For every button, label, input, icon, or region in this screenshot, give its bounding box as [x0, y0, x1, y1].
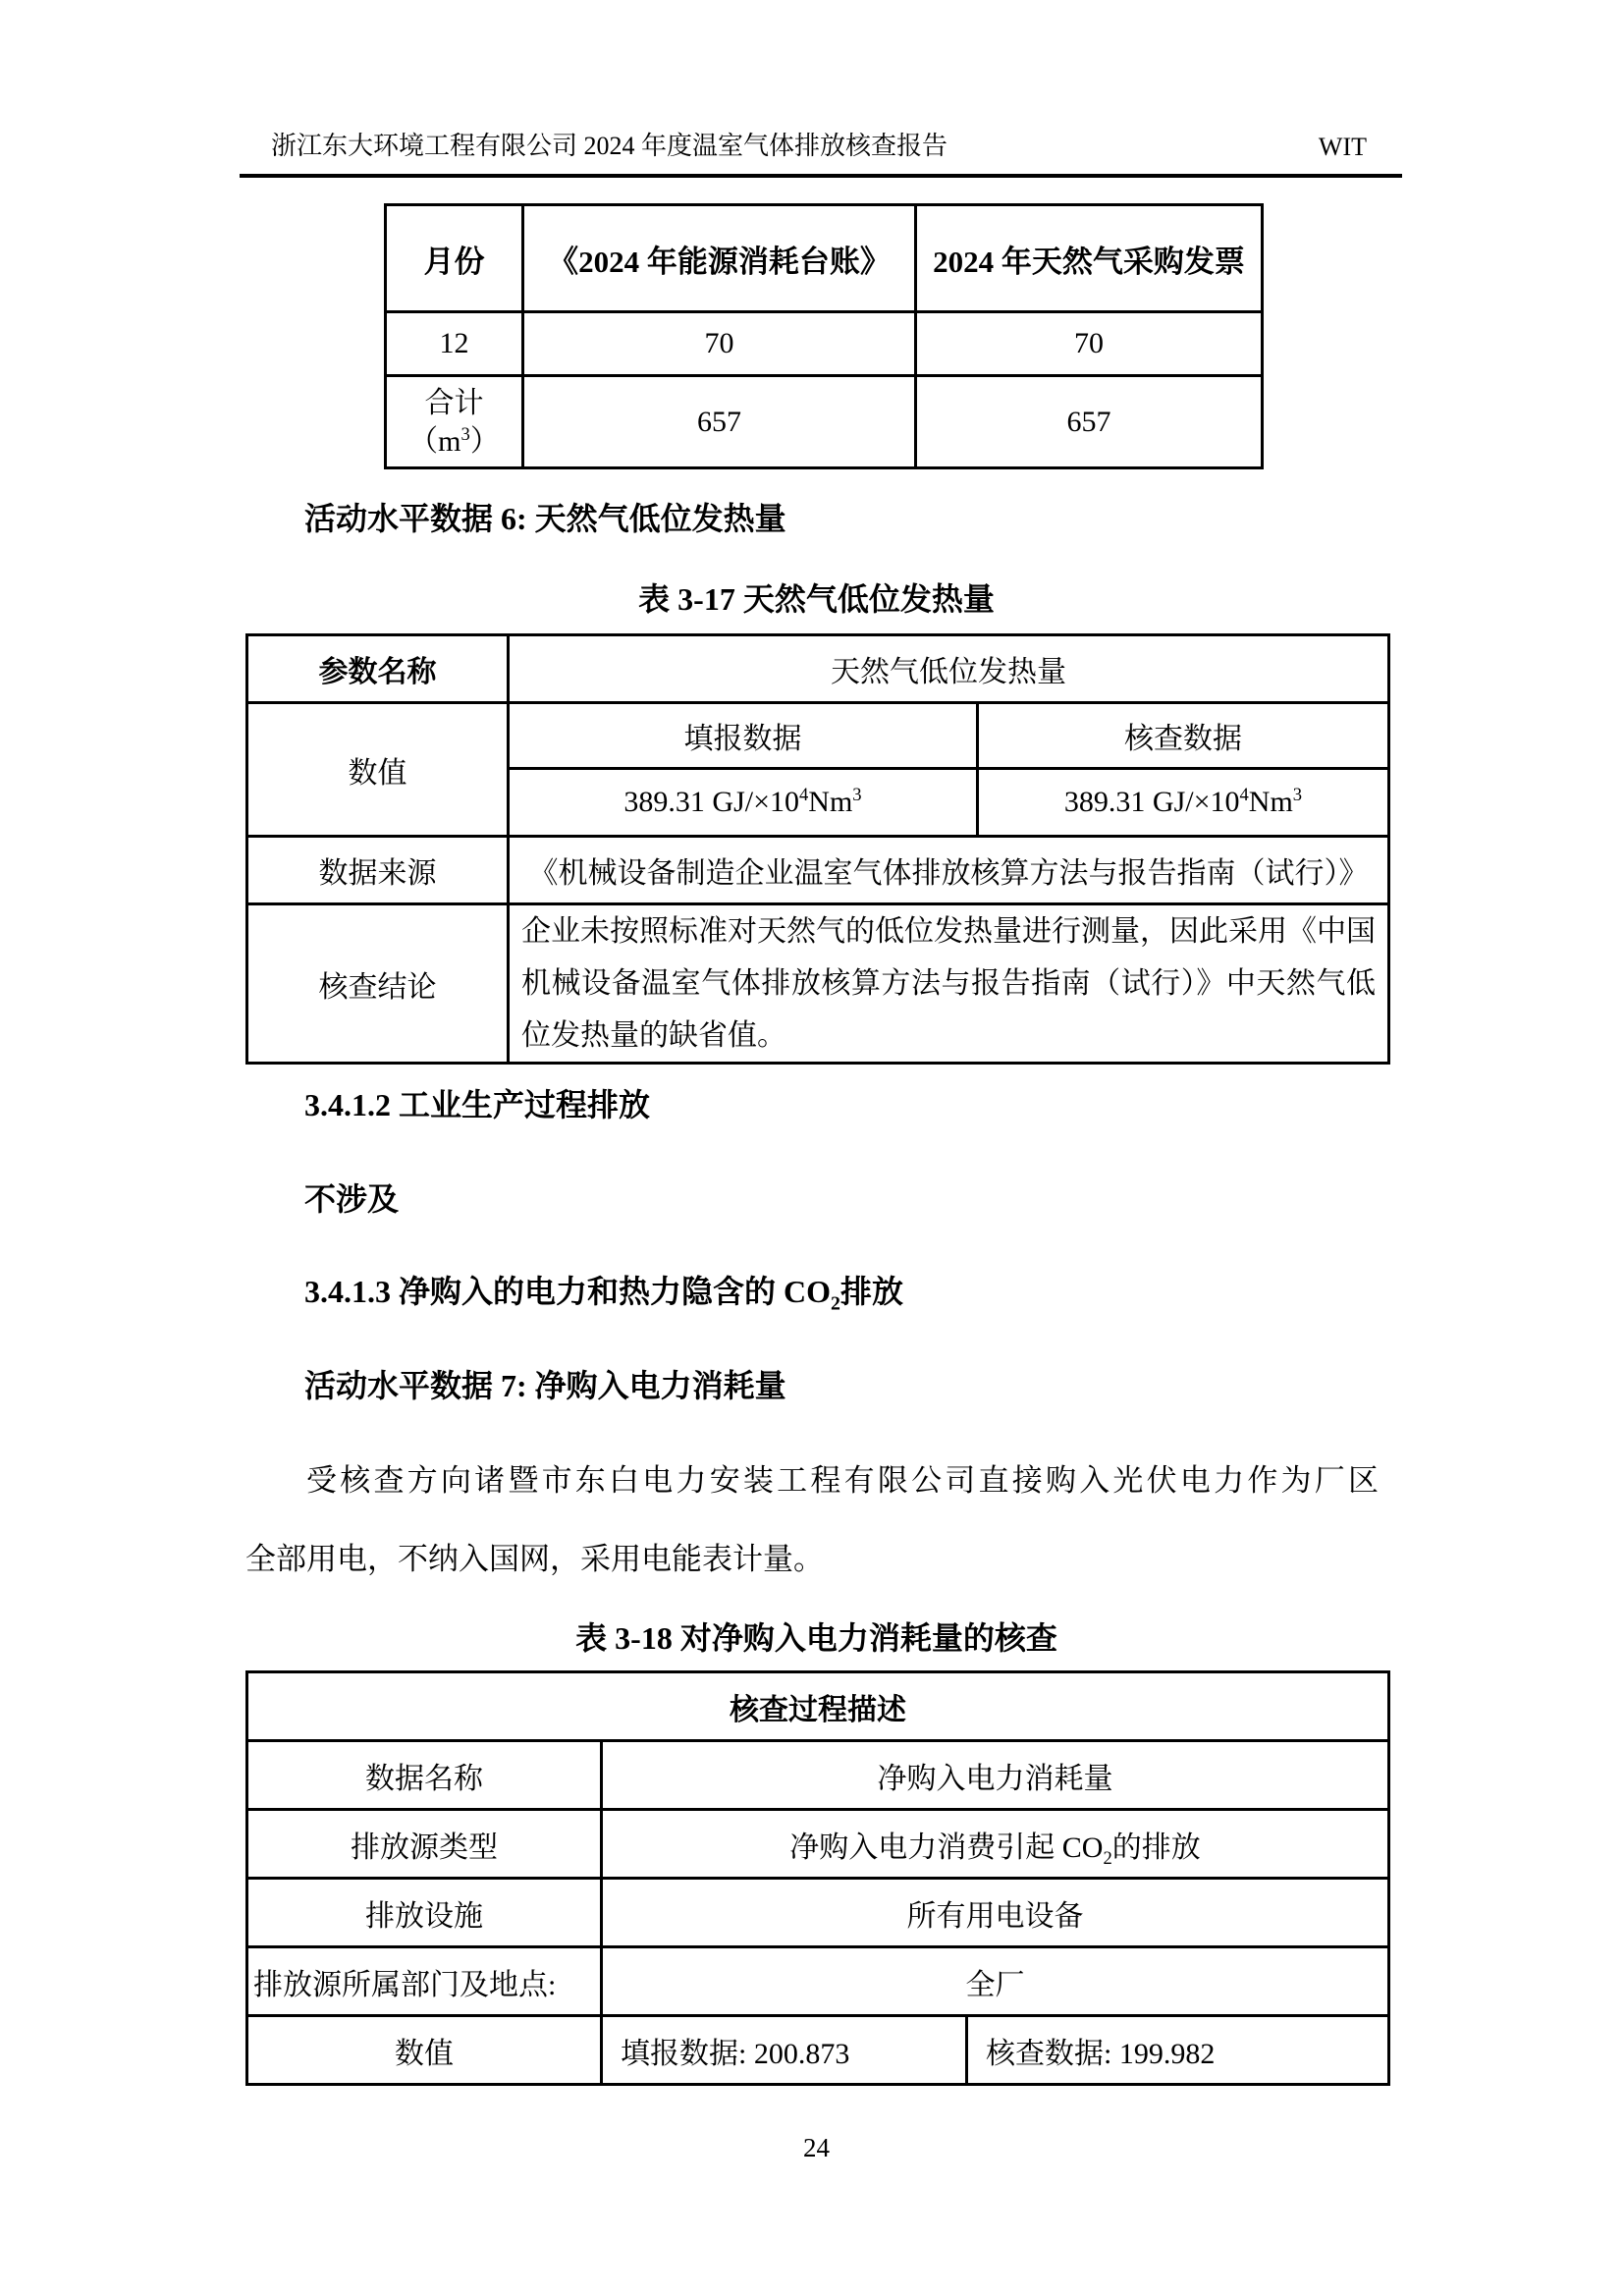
elec-data-name-label: 数据名称 — [247, 1741, 602, 1810]
nlhv-row-param — [247, 635, 1389, 703]
paragraph-line-2: 全部用电，不纳入国网，采用电能表计量。 — [245, 1542, 824, 1576]
total-label-line2: $(m^3)$ — [408, 423, 500, 458]
gas-table-row-december — [386, 312, 1263, 376]
gas-cell-month: 12 — [386, 312, 523, 376]
gas-table-header-row — [386, 205, 1263, 312]
nlhv-conclusion-value: 企业未按照标准对天然气的低位发热量进行测量，因此采用《中国机械设备温室气体排放核算方法与报告指南（试行）》中天然气低位发热量的缺省值。 — [509, 904, 1389, 1064]
nlhv-param-label: 参数名称 — [247, 635, 509, 703]
gas-table-header-invoice: 2024 年天然气采购发票 — [916, 205, 1263, 312]
total-label-line1: 合计 — [424, 386, 484, 419]
elec-row-department — [247, 1947, 1389, 2016]
gas-cell-total-ledger: 657 — [523, 376, 916, 468]
nlhv-reported-value: 389.31 $GJ/\times 10^4Nm^3$ — [509, 769, 978, 837]
elec-reported-value: 填报数据: 200.873 — [602, 2016, 967, 2085]
elec-row-facility — [247, 1879, 1389, 1947]
nlhv-row-source — [247, 837, 1389, 904]
gas-consumption-table — [384, 203, 1264, 469]
nlhv-conclusion-label: 核查结论 — [247, 904, 509, 1064]
gas-cell-total-invoice: 657 — [916, 376, 1263, 468]
elec-department-value: 全厂 — [602, 1947, 1389, 2016]
elec-department-label: 排放源所属部门及地点: — [247, 1947, 602, 2016]
section-heading-3-4-1-2: 3.4.1.2 工业生产过程排放 — [304, 1087, 651, 1122]
body-paragraph — [245, 1442, 1379, 1599]
nlhv-row-value-headers — [247, 703, 1389, 769]
nlhv-source-label: 数据来源 — [247, 837, 509, 904]
not-involved-text: 不涉及 — [304, 1181, 400, 1217]
elec-row-data-name — [247, 1741, 1389, 1810]
elec-data-name-value: 净购入电力消耗量 — [602, 1741, 1389, 1810]
section-heading-3-4-1-3: 3.4.1.3 净购入的电力和热力隐含的 $CO_2$排放 — [304, 1274, 903, 1315]
nlhv-verified-header: 核查数据 — [978, 703, 1389, 769]
nlhv-reported-header: 填报数据 — [509, 703, 978, 769]
elec-facility-label: 排放设施 — [247, 1879, 602, 1947]
elec-row-source-type — [247, 1810, 1389, 1879]
nlhv-source-value: 《机械设备制造企业温室气体排放核算方法与报告指南（试行）》 — [509, 837, 1389, 904]
table-caption-3-17: 表 3-17 天然气低位发热量 — [638, 581, 995, 617]
header-logo-text: WIT — [1318, 133, 1367, 161]
electricity-verification-table — [245, 1670, 1390, 2086]
gas-table-row-total — [386, 376, 1263, 468]
page-header — [240, 126, 1402, 178]
elec-source-type-value: 净购入电力消费引起 $CO_2$的排放 — [602, 1810, 1389, 1879]
nlhv-verified-value: 389.31 $GJ/\times 10^4Nm^3$ — [978, 769, 1389, 837]
gas-table-header-ledger: 《2024 年能源消耗台账》 — [523, 205, 916, 312]
nlhv-table — [245, 633, 1390, 1065]
page-number: 24 — [803, 2133, 830, 2162]
nlhv-value-label: 数值 — [247, 703, 509, 837]
elec-title-cell: 核查过程描述 — [247, 1672, 1389, 1741]
nlhv-row-conclusion — [247, 904, 1389, 1064]
section-heading-activity-data-6: 活动水平数据 6: 天然气低位发热量 — [304, 501, 786, 536]
gas-table-header-month: 月份 — [386, 205, 523, 312]
elec-verified-value: 核查数据: 199.982 — [967, 2016, 1389, 2085]
table-caption-3-18: 表 3-18 对净购入电力消耗量的核查 — [575, 1620, 1057, 1656]
gas-cell-invoice-value: 70 — [916, 312, 1263, 376]
elec-row-title — [247, 1672, 1389, 1741]
nlhv-param-value: 天然气低位发热量 — [509, 635, 1389, 703]
elec-source-type-label: 排放源类型 — [247, 1810, 602, 1879]
elec-facility-value: 所有用电设备 — [602, 1879, 1389, 1947]
header-report-title: 浙江东大环境工程有限公司 2024 年度温室气体排放核查报告 — [271, 132, 948, 160]
gas-cell-total-label — [386, 376, 523, 468]
paragraph-line-1: 受核查方向诸暨市东白电力安装工程有限公司直接购入光伏电力作为厂区 — [306, 1463, 1379, 1498]
elec-row-numeric — [247, 2016, 1389, 2085]
elec-numeric-label: 数值 — [247, 2016, 602, 2085]
gas-cell-ledger-value: 70 — [523, 312, 916, 376]
section-heading-activity-data-7: 活动水平数据 7: 净购入电力消耗量 — [304, 1368, 786, 1403]
